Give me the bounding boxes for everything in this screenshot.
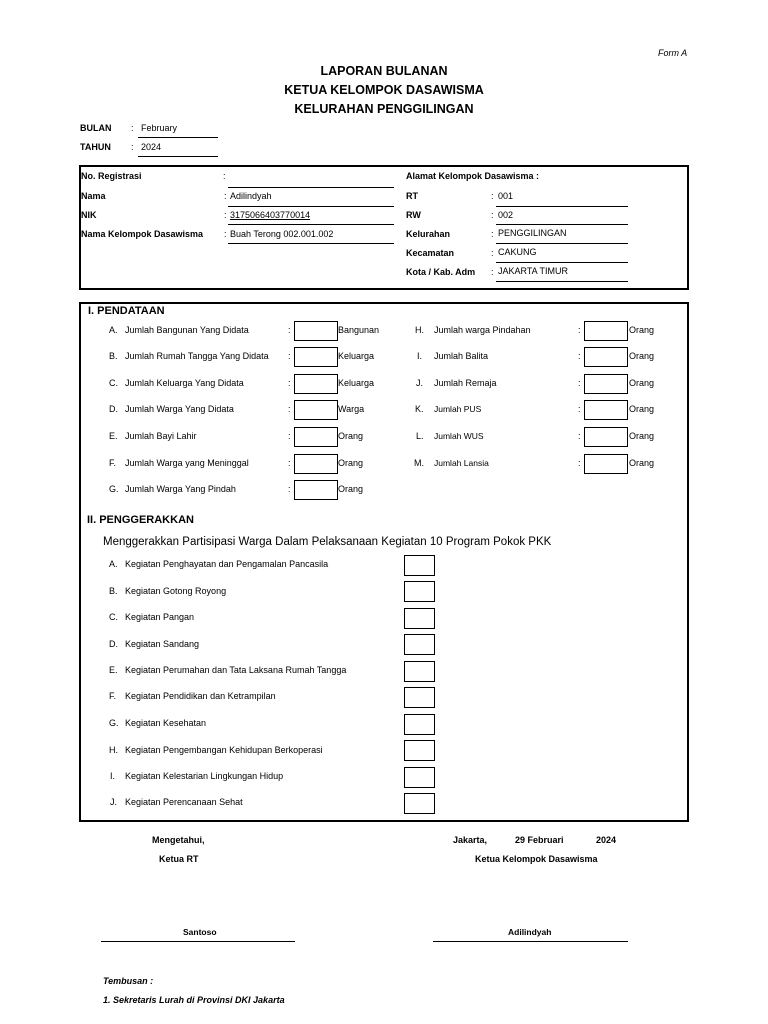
no-registrasi-sep: : [223,171,226,181]
mengetahui-label: Mengetahui, [152,835,205,845]
bulan-sep: : [131,123,134,133]
row-label: Jumlah Bangunan Yang Didata [125,325,249,335]
rw-value[interactable]: 002 [498,210,514,220]
report-title-line3: KELURAHAN PENGGILINGAN [294,102,474,116]
tembusan-heading: Tembusan : [103,976,154,986]
pendataan-input-h[interactable] [584,321,628,341]
row-sep: : [288,458,291,468]
row-letter: J. [416,378,424,388]
row-sep: : [578,325,581,335]
kegiatan-input-h[interactable] [404,740,435,761]
row-label: Kegiatan Perencanaan Sehat [125,797,243,807]
row-sep: : [288,325,291,335]
row-unit: Orang [338,431,364,441]
row-unit: Keluarga [338,351,375,361]
kegiatan-input-f[interactable] [404,687,435,708]
row-label: Jumlah Remaja [434,378,497,388]
report-title-line2: KETUA KELOMPOK DASAWISMA [284,83,484,97]
row-unit: Bangunan [338,325,380,335]
form-code: Form A [658,48,688,58]
row-label: Kegiatan Kelestarian Lingkungan Hidup [125,771,284,781]
row-unit: Orang [629,351,655,361]
pendataan-input-j[interactable] [584,374,628,394]
section2-subheading: Menggerakkan Partisipasi Warga Dalam Pelaksanaan Kegiatan 10 Program Pokok PKK [103,536,552,548]
pendataan-input-i[interactable] [584,347,628,367]
ketua-kelompok-signature-line [433,941,628,942]
row-sep: : [288,351,291,361]
pendataan-input-l[interactable] [584,427,628,447]
row-label: Jumlah Bayi Lahir [125,431,197,441]
rt-value[interactable]: 001 [498,191,514,201]
row-label: Kegiatan Kesehatan [125,718,207,728]
pendataan-input-b[interactable] [294,347,338,367]
row-label: Jumlah PUS [434,404,482,414]
kecamatan-underline [496,262,628,263]
row-unit: Orang [338,484,364,494]
report-title-line1: LAPORAN BULANAN [320,64,448,78]
tembusan-item-1: 1. Sekretaris Lurah di Provinsi DKI Jakarta [103,995,285,1005]
pendataan-input-a[interactable] [294,321,338,341]
nik-label: NIK [81,210,97,220]
kegiatan-input-i[interactable] [404,767,435,788]
row-unit: Orang [629,404,655,414]
kegiatan-input-a[interactable] [404,555,435,576]
row-label: Jumlah Rumah Tangga Yang Didata [125,351,269,361]
row-letter: I. [110,771,116,781]
row-label: Kegiatan Perumahan dan Tata Laksana Rumah Tangga [125,665,347,675]
row-sep: : [578,458,581,468]
row-unit: Orang [629,325,655,335]
ketua-rt-name: Santoso [183,927,217,937]
row-sep: : [578,378,581,388]
pendataan-input-d[interactable] [294,400,338,420]
row-letter: G. [109,484,119,494]
row-label: Jumlah Warga Yang Pindah [125,484,236,494]
row-label: Jumlah Lansia [434,458,489,468]
date-label: 29 Februari [515,835,564,845]
nama-value[interactable]: Adilindyah [230,191,272,201]
tahun-value[interactable]: 2024 [141,142,162,152]
kelompok-underline [228,243,394,244]
row-letter: H. [109,745,118,755]
rw-sep: : [491,210,494,220]
kelurahan-label: Kelurahan [406,229,451,239]
section1-heading: I. PENDATAAN [88,305,165,317]
tahun-sep: : [131,142,134,152]
no-registrasi-underline [228,187,394,188]
tahun-label: TAHUN [80,142,111,152]
row-letter: B. [109,586,118,596]
bulan-label: BULAN [80,123,112,133]
pendataan-input-f[interactable] [294,454,338,474]
row-label: Jumlah Keluarga Yang Didata [125,378,244,388]
row-letter: I. [417,351,423,361]
city-label: Jakarta, [453,835,488,845]
kota-underline [496,281,628,282]
nama-label: Nama [81,191,106,201]
row-letter: J. [110,797,118,807]
row-letter: A. [109,325,118,335]
row-letter: D. [109,639,118,649]
ketua-rt-label: Ketua RT [159,854,199,864]
row-letter: C. [109,612,118,622]
row-letter: F. [109,691,117,701]
row-label: Jumlah Warga Yang Didata [125,404,234,414]
row-letter: D. [109,404,118,414]
kota-value[interactable]: JAKARTA TIMUR [498,266,569,276]
pendataan-input-m[interactable] [584,454,628,474]
row-sep: : [578,431,581,441]
ketua-kelompok-name: Adilindyah [508,927,552,937]
row-unit: Orang [629,378,655,388]
kelompok-sep: : [224,229,227,239]
kelurahan-value[interactable]: PENGGILINGAN [498,228,567,238]
row-label: Kegiatan Pengembangan Kehidupan Berkoperasi [125,745,323,755]
row-letter: G. [109,718,119,728]
row-letter: A. [109,559,118,569]
kegiatan-input-b[interactable] [404,581,435,602]
kegiatan-input-c[interactable] [404,608,435,629]
row-label: Kegiatan Pendidikan dan Ketrampilan [125,691,276,701]
pendataan-input-c[interactable] [294,374,338,394]
row-label: Kegiatan Penghayatan dan Pengamalan Pancasila [125,559,329,569]
row-label: Kegiatan Sandang [125,639,200,649]
kelurahan-underline [496,243,628,244]
rt-underline [496,206,628,207]
nik-underline [228,224,394,225]
row-label: Kegiatan Gotong Royong [125,586,227,596]
pendataan-input-e[interactable] [294,427,338,447]
row-unit: Orang [629,431,655,441]
nik-sep: : [224,210,227,220]
row-letter: K. [415,404,424,414]
bulan-underline [138,137,218,138]
row-sep: : [288,431,291,441]
section2-heading: II. PENGGERAKKAN [87,514,194,526]
row-letter: M. [414,458,424,468]
row-sep: : [288,378,291,388]
row-label: Jumlah WUS [434,431,484,441]
row-sep: : [578,404,581,414]
bulan-value[interactable]: February [141,123,178,133]
row-letter: B. [109,351,118,361]
row-letter: E. [109,665,118,675]
row-label: Kegiatan Pangan [125,612,195,622]
kecamatan-value[interactable]: CAKUNG [498,247,537,257]
ketua-kelompok-label: Ketua Kelompok Dasawisma [475,854,598,864]
pendataan-input-k[interactable] [584,400,628,420]
rt-label: RT [406,191,418,201]
nik-value[interactable]: 3175066403770014 [230,210,311,220]
row-label: Jumlah warga Pindahan [434,325,531,335]
kelompok-label: Nama Kelompok Dasawisma [81,229,204,239]
row-letter: F. [109,458,117,468]
row-letter: H. [415,325,424,335]
row-unit: Orang [629,458,655,468]
kegiatan-input-j[interactable] [404,793,435,814]
kegiatan-input-g[interactable] [404,714,435,735]
identity-frame [79,165,689,290]
row-unit: Orang [338,458,364,468]
kegiatan-input-e[interactable] [404,661,435,682]
row-sep: : [578,351,581,361]
pendataan-input-g[interactable] [294,480,338,500]
row-label: Jumlah Warga yang Meninggal [125,458,249,468]
row-letter: L. [416,431,424,441]
tahun-underline [138,156,218,157]
address-heading: Alamat Kelompok Dasawisma : [406,171,540,181]
kota-label: Kota / Kab. Adm [406,267,476,277]
kecamatan-label: Kecamatan [406,248,455,258]
no-registrasi-label: No. Registrasi [81,171,142,181]
row-unit: Warga [338,404,365,414]
rw-label: RW [406,210,421,220]
year-label: 2024 [596,835,617,845]
kelompok-value[interactable]: Buah Terong 002.001.002 [230,229,334,239]
kota-sep: : [491,267,494,277]
row-letter: E. [109,431,118,441]
row-label: Jumlah Balita [434,351,489,361]
rw-underline [496,224,628,225]
row-letter: C. [109,378,118,388]
row-unit: Keluarga [338,378,375,388]
nama-underline [228,206,394,207]
kecamatan-sep: : [491,248,494,258]
kegiatan-input-d[interactable] [404,634,435,655]
kelurahan-sep: : [491,229,494,239]
ketua-rt-signature-line [101,941,295,942]
row-sep: : [288,484,291,494]
row-sep: : [288,404,291,414]
nama-sep: : [224,191,227,201]
rt-sep: : [491,191,494,201]
